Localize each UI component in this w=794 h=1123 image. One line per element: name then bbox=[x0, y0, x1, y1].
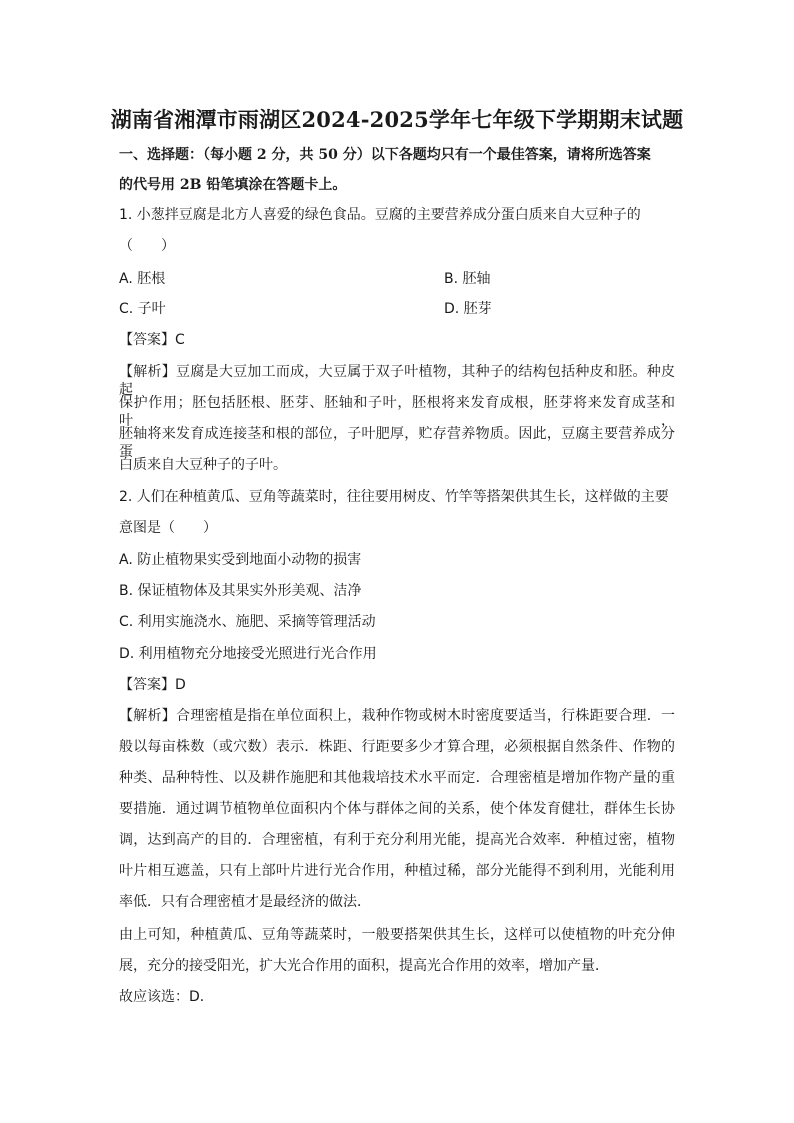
question-1-option-c: C. 子叶 bbox=[119, 301, 166, 317]
question-2-option-d: D. 利用植物充分地接受光照进行光合作用 bbox=[119, 646, 377, 662]
question-1-option-b: B. 胚轴 bbox=[444, 271, 491, 287]
question-1-option-d: D. 胚芽 bbox=[444, 301, 492, 317]
question-2-analysis-line: 要措施．通过调节植物单位面积内个体与群体之间的关系，使个体发育健壮，群体生长协 bbox=[119, 801, 675, 817]
section-heading-line-1: 一、选择题：（每小题 2 分，共 50 分）以下各题均只有一个最佳答案，请将所选答案 bbox=[119, 147, 651, 163]
question-2-conclusion: 故应该选：D． bbox=[119, 989, 214, 1005]
page-title: 湖南省湘潭市雨湖区2024-2025学年七年级下学期期末试题 bbox=[110, 107, 684, 132]
question-1-analysis-line: 白质来自大豆种子的子叶。 bbox=[119, 457, 287, 473]
question-2-stem-line-2: 意图是（ ） bbox=[119, 520, 217, 536]
question-2-analysis-line: 调，达到高产的目的．合理密植，有利于充分利用光能，提高光合效率．种植过密，植物 bbox=[119, 832, 675, 848]
question-1-analysis-line: 保护作用；胚包括胚根、胚芽、胚轴和子叶，胚根将来发育成根，胚芽将来发育成茎和叶， bbox=[119, 395, 675, 429]
question-2-analysis-line: 叶片相互遮盖，只有上部叶片进行光合作用，种植过稀，部分光能得不到利用，光能利用 bbox=[119, 863, 675, 879]
question-2-option-a: A. 防止植物果实受到地面小动物的损害 bbox=[119, 552, 362, 568]
question-1-stem-line-2: （ ） bbox=[119, 238, 175, 254]
question-2-analysis-line: 由上可知，种植黄瓜、豆角等蔬菜时，一般要搭架供其生长，这样可以使植物的叶充分伸 bbox=[119, 927, 675, 943]
question-1-analysis-line: 【解析】豆腐是大豆加工而成，大豆属于双子叶植物，其种子的结构包括种皮和胚。种皮起 bbox=[119, 364, 675, 398]
question-2-analysis-line: 【解析】合理密植是指在单位面积上，栽种作物或树木时密度要适当，行株距要合理．一 bbox=[119, 708, 675, 724]
question-1-option-a: A. 胚根 bbox=[119, 271, 166, 287]
question-2-option-b: B. 保证植物体及其果实外形美观、洁净 bbox=[119, 583, 362, 599]
question-2-analysis-line: 率低．只有合理密植才是最经济的做法． bbox=[119, 894, 371, 910]
question-1-stem-line-1: 1. 小葱拌豆腐是北方人喜爱的绿色食品。豆腐的主要营养成分蛋白质来自大豆种子的 bbox=[119, 207, 641, 223]
question-2-analysis-line: 种类、品种特性、以及耕作施肥和其他栽培技术水平而定．合理密植是增加作物产量的重 bbox=[119, 770, 675, 786]
question-2-stem-line-1: 2. 人们在种植黄瓜、豆角等蔬菜时，往往要用树皮、竹竿等搭架供其生长，这样做的主要 bbox=[119, 489, 669, 505]
question-2-analysis-line: 般以每亩株数（或穴数）表示．株距、行距要多少才算合理，必须根据自然条件、作物的 bbox=[119, 739, 675, 755]
question-2-answer: 【答案】D bbox=[119, 677, 186, 693]
question-2-option-c: C. 利用实施浇水、施肥、采摘等管理活动 bbox=[119, 614, 376, 630]
question-1-analysis-line: 胚轴将来发育成连接茎和根的部位，子叶肥厚，贮存营养物质。因此，豆腐主要营养成分蛋 bbox=[119, 426, 675, 460]
question-2-analysis-line: 展，充分的接受阳光，扩大光合作用的面积，提高光合作用的效率，增加产量． bbox=[119, 958, 609, 974]
question-1-answer: 【答案】C bbox=[119, 332, 185, 348]
section-heading-line-2: 的代号用 2B 铅笔填涂在答题卡上。 bbox=[119, 177, 347, 193]
